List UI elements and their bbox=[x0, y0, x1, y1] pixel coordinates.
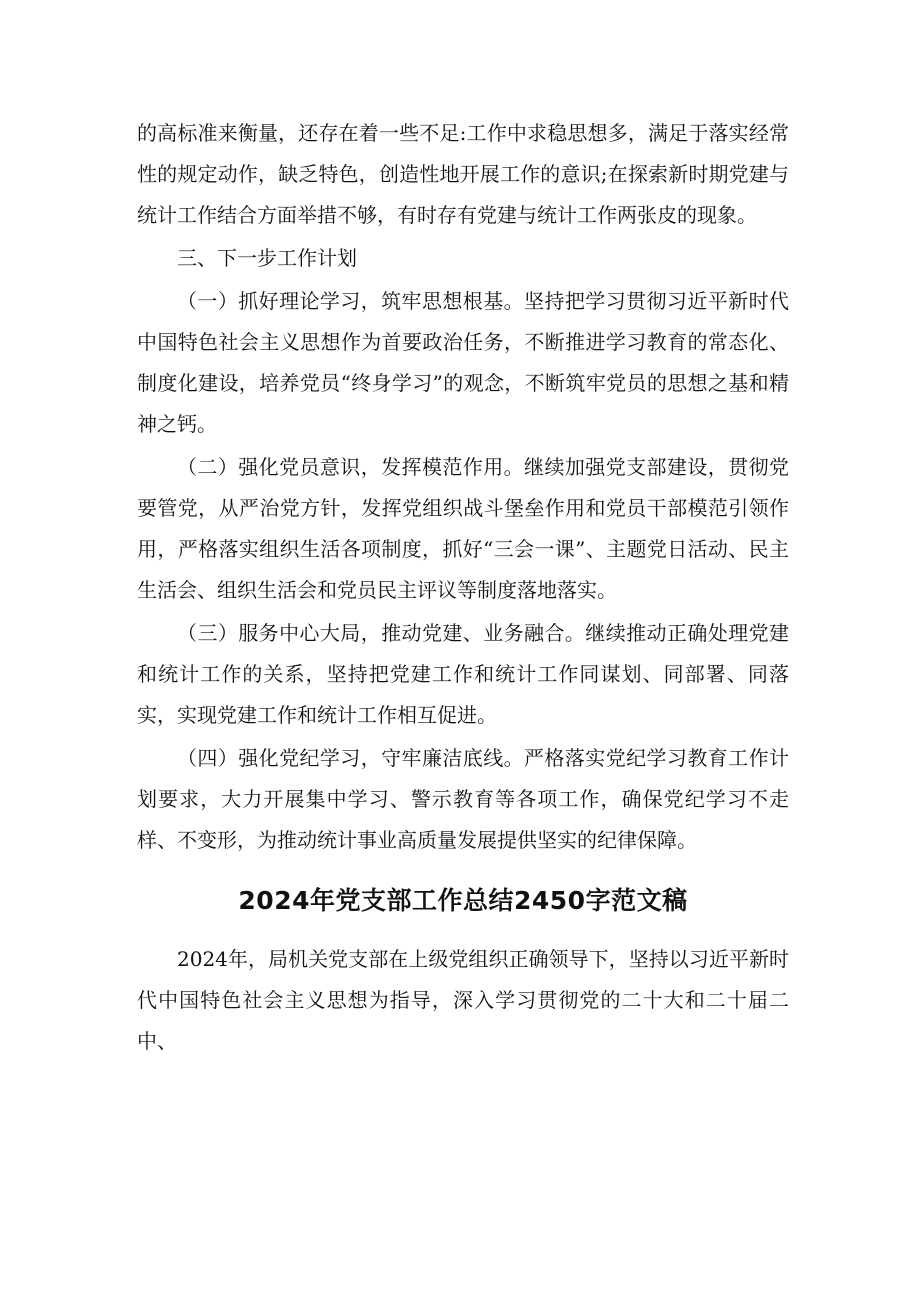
paragraph-plan-item-3: （三）服务中心大局，推动党建、业务融合。继续推动正确处理党建和统计工作的关系，坚持把党建工作和统计工作同谋划、同部署、同落实，实现党建工作和统计工作相互促进。 bbox=[137, 621, 789, 727]
paragraph-plan-item-2: （二）强化党员意识，发挥模范作用。继续加强党支部建设，贯彻党要管党，从严治党方针，发挥党组织战斗堡垒作用和党员干部模范引领作用，严格落实组织生活各项制度，抓好“三会一课”、主题党日活动、民主生活会、组织生活会和党员民主评议等制度落地落实。 bbox=[137, 455, 789, 602]
paragraph-continuation: 的高标准来衡量，还存在着一些不足:工作中求稳思想多，满足于落实经常性的规定动作，缺乏特色，创造性地开展工作的意识;在探索新时期党建与统计工作结合方面举措不够，有时存有党建与统计工作两张皮的现象。 bbox=[137, 121, 789, 227]
paragraph-summary-intro: 2024年，局机关党支部在上级党组织正确领导下，坚持以习近平新时代中国特色社会主义思想为指导，深入学习贯彻党的二十大和二十届二中、 bbox=[137, 947, 789, 1053]
document-title: 2024年党支部工作总结2450字范文稿 bbox=[238, 886, 688, 915]
paragraph-plan-item-1: （一）抓好理论学习，筑牢思想根基。坚持把学习贯彻习近平新时代中国特色社会主义思想作为首要政治任务，不断推进学习教育的常态化、制度化建设，培养党员“终身学习”的观念，不断筑牢党员的思想之基和精神之钙。 bbox=[137, 289, 789, 436]
section-heading-next-steps: 三、下一步工作计划 bbox=[177, 246, 357, 270]
paragraph-plan-item-4: （四）强化党纪学习，守牢廉洁底线。严格落实党纪学习教育工作计划要求，大力开展集中学习、警示教育等各项工作，确保党纪学习不走样、不变形，为推动统计事业高质量发展提供坚实的纪律保障。 bbox=[137, 746, 789, 852]
document-body bbox=[137, 113, 789, 1062]
